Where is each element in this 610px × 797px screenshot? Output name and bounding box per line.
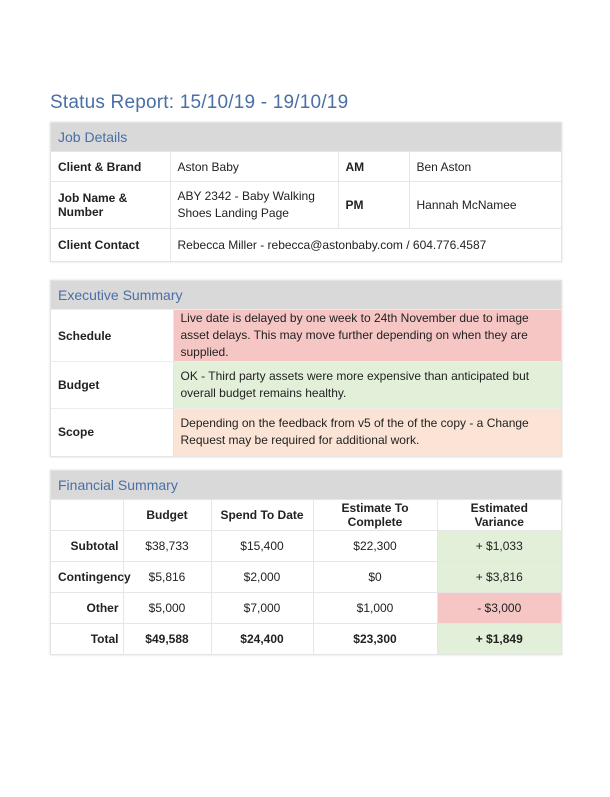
schedule-status: Live date is delayed by one week to 24th November due to image asset delays. This may move further depending on when they are supplied. xyxy=(173,310,561,362)
pm-value: Hannah McNamee xyxy=(409,182,561,229)
client-contact-value: Rebecca Miller - rebecca@astonbaby.com / 604.776.4587 xyxy=(170,229,561,261)
budget-label: Budget xyxy=(51,362,173,409)
total-row xyxy=(51,624,561,655)
table-row xyxy=(51,593,561,624)
financial-summary-section xyxy=(50,470,562,655)
job-details-table xyxy=(51,151,561,261)
row-label: Total xyxy=(51,624,123,655)
am-value: Ben Aston xyxy=(409,152,561,182)
executive-summary-section xyxy=(50,280,562,457)
variance-cell: + $3,816 xyxy=(437,562,561,593)
pm-label: PM xyxy=(338,182,409,229)
client-contact-label: Client Contact xyxy=(51,229,170,261)
col-header-estimate: Estimate To Complete xyxy=(313,500,437,531)
schedule-label: Schedule xyxy=(51,310,173,362)
col-header-blank xyxy=(51,500,123,531)
budget-status: OK - Third party assets were more expensive than anticipated but overall budget remains healthy. xyxy=(173,362,561,409)
financial-summary-header: Financial Summary xyxy=(51,471,561,499)
table-row xyxy=(51,562,561,593)
col-header-variance: Estimated Variance xyxy=(437,500,561,531)
col-header-spend: Spend To Date xyxy=(211,500,313,531)
scope-label: Scope xyxy=(51,409,173,456)
budget-cell: $38,733 xyxy=(123,531,211,562)
budget-cell: $5,000 xyxy=(123,593,211,624)
estimate-cell: $23,300 xyxy=(313,624,437,655)
estimate-cell: $22,300 xyxy=(313,531,437,562)
spend-cell: $2,000 xyxy=(211,562,313,593)
spend-cell: $24,400 xyxy=(211,624,313,655)
job-name-label: Job Name & Number xyxy=(51,182,170,229)
executive-summary-header: Executive Summary xyxy=(51,281,561,309)
estimate-cell: $1,000 xyxy=(313,593,437,624)
page-title: Status Report: 15/10/19 - 19/10/19 xyxy=(50,92,349,113)
scope-status: Depending on the feedback from v5 of the of the copy - a Change Request may be required for additional work. xyxy=(173,409,561,456)
financial-header-row xyxy=(51,500,561,531)
budget-cell: $49,588 xyxy=(123,624,211,655)
client-brand-value: Aston Baby xyxy=(170,152,338,182)
spend-cell: $7,000 xyxy=(211,593,313,624)
job-details-section xyxy=(50,122,562,262)
spend-cell: $15,400 xyxy=(211,531,313,562)
budget-cell: $5,816 xyxy=(123,562,211,593)
am-label: AM xyxy=(338,152,409,182)
row-label: Subtotal xyxy=(51,531,123,562)
executive-summary-table xyxy=(51,309,561,456)
estimate-cell: $0 xyxy=(313,562,437,593)
col-header-budget: Budget xyxy=(123,500,211,531)
financial-summary-table xyxy=(51,499,561,654)
row-label: Contingency xyxy=(51,562,123,593)
job-details-header: Job Details xyxy=(51,123,561,151)
job-name-value: ABY 2342 - Baby Walking Shoes Landing Page xyxy=(170,182,338,229)
variance-cell: + $1,033 xyxy=(437,531,561,562)
variance-cell: + $1,849 xyxy=(437,624,561,655)
row-label: Other xyxy=(51,593,123,624)
table-row xyxy=(51,531,561,562)
client-brand-label: Client & Brand xyxy=(51,152,170,182)
variance-cell: - $3,000 xyxy=(437,593,561,624)
